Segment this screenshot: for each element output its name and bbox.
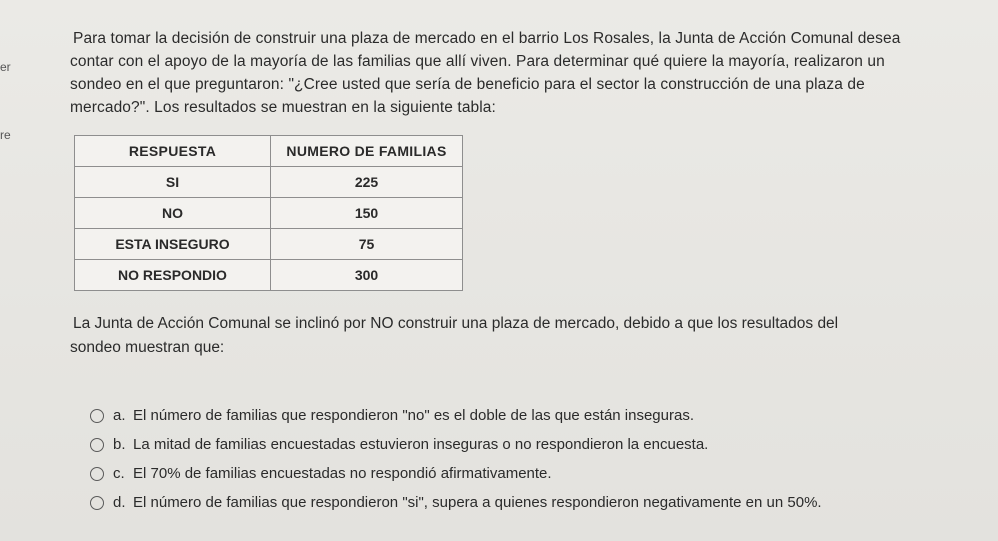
answer-cell: NO	[75, 198, 271, 229]
conclusion-line: La Junta de Acción Comunal se inclinó por NO construir una plaza de mercado, debido a que los resultados del	[73, 315, 839, 332]
question-line: Para tomar la decisión de construir una plaza de mercado en el barrio Los Rosales, la Junta de Acción Comunal desea	[73, 30, 901, 47]
survey-results-table	[74, 135, 463, 291]
question-statement	[70, 27, 982, 119]
option-letter: b.	[113, 436, 126, 453]
option-letter: a.	[113, 407, 126, 424]
count-cell: 300	[271, 260, 463, 291]
option-a[interactable]	[90, 403, 822, 428]
count-cell: 150	[271, 198, 463, 229]
option-text: La mitad de familias encuestadas estuvieron inseguras o no respondieron la encuesta.	[133, 436, 709, 453]
answer-cell: ESTA INSEGURO	[75, 229, 271, 260]
count-cell: 75	[271, 229, 463, 260]
radio-button-b[interactable]	[90, 438, 104, 452]
conclusion-line: sondeo muestran que:	[70, 339, 225, 356]
radio-button-a[interactable]	[90, 409, 104, 423]
option-letter: c.	[113, 465, 125, 482]
conclusion-statement	[70, 312, 970, 360]
option-d[interactable]	[90, 490, 822, 515]
answer-options	[90, 403, 822, 519]
count-cell: 225	[271, 167, 463, 198]
edge-text-fragment: re	[0, 128, 11, 142]
table-row	[75, 167, 463, 198]
table-row	[75, 260, 463, 291]
answer-cell: SI	[75, 167, 271, 198]
option-letter: d.	[113, 494, 126, 511]
option-text: El 70% de familias encuestadas no respondió afirmativamente.	[133, 465, 552, 482]
radio-button-c[interactable]	[90, 467, 104, 481]
option-c[interactable]	[90, 461, 822, 486]
question-line: contar con el apoyo de la mayoría de las familias que allí viven. Para determinar qué quiere la mayoría, realizaron un	[70, 53, 885, 70]
column-header-familias: NUMERO DE FAMILIAS	[271, 136, 463, 167]
radio-button-d[interactable]	[90, 496, 104, 510]
table-row	[75, 198, 463, 229]
edge-text-fragment: er	[0, 60, 11, 74]
answer-cell: NO RESPONDIO	[75, 260, 271, 291]
column-header-respuesta: RESPUESTA	[75, 136, 271, 167]
table-header-row	[75, 136, 463, 167]
question-line: sondeo en el que preguntaron: "¿Cree usted que sería de beneficio para el sector la construcción de una plaza de	[70, 76, 865, 93]
question-line: mercado?". Los resultados se muestran en la siguiente tabla:	[70, 99, 496, 116]
table-row	[75, 229, 463, 260]
option-text: El número de familias que respondieron "si", supera a quienes respondieron negativamente en un 50%.	[133, 494, 822, 511]
option-b[interactable]	[90, 432, 822, 457]
option-text: El número de familias que respondieron "no" es el doble de las que están inseguras.	[133, 407, 694, 424]
